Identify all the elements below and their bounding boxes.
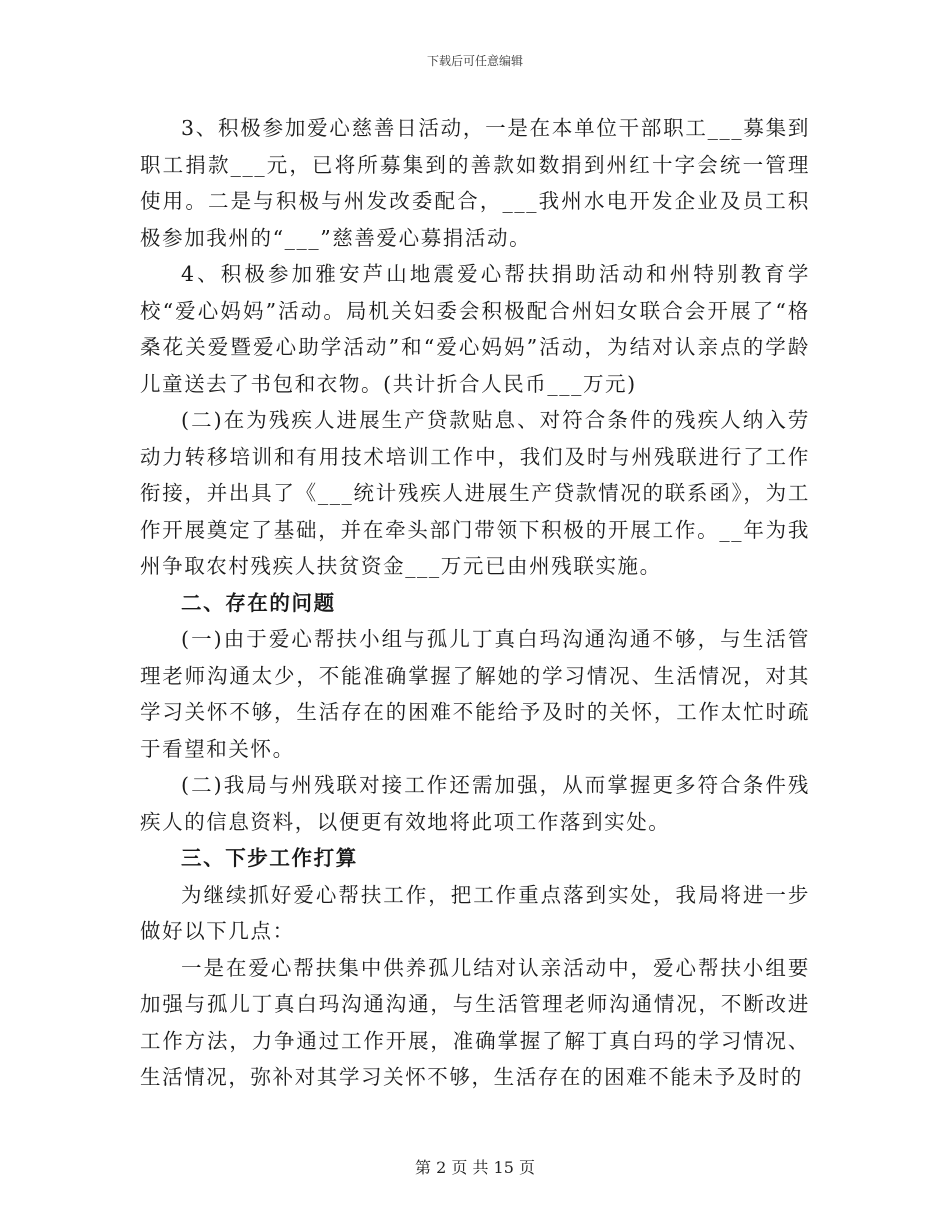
paragraph-earthquake-aid: 4、积极参加雅安芦山地震爱心帮扶捐助活动和州特别教育学校“爱心妈妈”活动。局机关妇委会积极配合州妇女联合会开展了“格桑花关爱暨爱心助学活动”和“爱心妈妈”活动，为结对认亲点的学龄儿童送去了书包和衣物。(共计折合人民币___万元) [140, 262, 810, 396]
paragraph-next-steps-intro: 为继续抓好爱心帮扶工作，把工作重点落到实处，我局将进一步做好以下几点： [140, 882, 810, 943]
document-body [140, 110, 810, 1096]
paragraph-next-step-one: 一是在爱心帮扶集中供养孤儿结对认亲活动中，爱心帮扶小组要加强与孤儿丁真白玛沟通沟通，与生活管理老师沟通情况，不断改进工作方法，力争通过工作开展，准确掌握了解丁真白玛的学习情况、生活情况，弥补对其学习关怀不够，生活存在的困难不能未予及时的 [140, 955, 810, 1089]
paragraph-disabled-loans: (二)在为残疾人进展生产贷款贴息、对符合条件的残疾人纳入劳动力转移培训和有用技术培训工作中，我们及时与州残联进行了工作衔接，并出具了《___统计残疾人进展生产贷款情况的联系函》，为工作开展奠定了基础，并在牵头部门带领下积极的开展工作。__年为我州争取农村残疾人扶贫资金___万元已由州残联实施。 [140, 408, 810, 578]
paragraph-problem-two: (二)我局与州残联对接工作还需加强，从而掌握更多符合条件残疾人的信息资料，以便更有效地将此项工作落到实处。 [140, 773, 810, 834]
paragraph-charity-day: 3、积极参加爱心慈善日活动，一是在本单位干部职工___募集到职工捐款___元，已将所募集到的善款如数捐到州红十字会统一管理使用。二是与积极与州发改委配合，___我州水电开发企业及员工积极参加我州的“___”慈善爱心募捐活动。 [140, 116, 810, 250]
section-heading-next-steps: 三、下步工作打算 [181, 846, 358, 870]
paragraph-problem-one: (一)由于爱心帮扶小组与孤儿丁真白玛沟通沟通不够，与生活管理老师沟通太少，不能准确掌握了解她的学习情况、生活情况，对其学习关怀不够，生活存在的困难不能给予及时的关怀，工作太忙时疏于看望和关怀。 [140, 627, 810, 761]
page-header: 下载后可任意编辑 [426, 54, 523, 68]
section-heading-problems: 二、存在的问题 [181, 590, 336, 615]
page-footer: 第 2 页 共 15 页 [415, 1158, 535, 1177]
